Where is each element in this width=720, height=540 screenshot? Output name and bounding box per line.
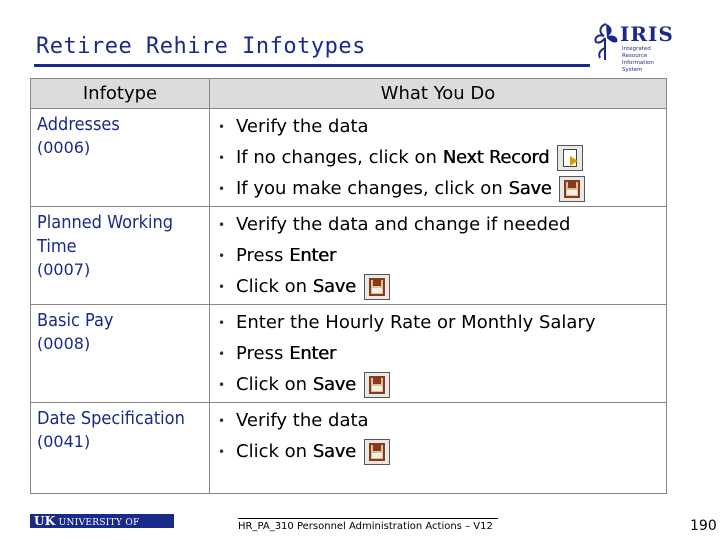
infotype-table [30, 78, 667, 494]
step-text [236, 311, 596, 335]
bullet-icon: • [218, 377, 226, 392]
infotype-cell [31, 109, 210, 207]
bullet-icon: • [218, 248, 226, 263]
step-action-keyword: Save [312, 440, 356, 462]
bullet-icon: • [218, 119, 226, 134]
infotype-name: Basic Pay [37, 310, 114, 331]
title-underline [34, 64, 590, 67]
step-instruction: Press [236, 342, 290, 364]
step-instruction: Press [236, 244, 290, 266]
step-instruction: Click on [236, 275, 313, 297]
save-icon [364, 274, 390, 300]
step-text [236, 177, 551, 201]
bullet-icon: • [218, 181, 226, 196]
iris-flower-icon [592, 20, 622, 66]
step-text [236, 213, 570, 237]
step-action-keyword: Save [312, 275, 356, 297]
step-text [236, 440, 356, 464]
infotype-code: (0008) [37, 334, 91, 353]
infotype-cell [31, 207, 210, 305]
steps-cell [210, 207, 667, 305]
table-row [31, 305, 667, 403]
step-instruction: If no changes, click on [236, 146, 443, 168]
course-footer: HR_PA_310 Personnel Administration Actions – V12 [238, 518, 498, 532]
step-item [218, 271, 660, 302]
table-row [31, 109, 667, 207]
next-record-icon [557, 145, 583, 171]
bullet-icon: • [218, 346, 226, 361]
save-icon [559, 176, 585, 202]
step-action-keyword: Save [508, 177, 552, 199]
step-item [218, 405, 660, 436]
step-item [218, 173, 660, 204]
step-item [218, 142, 660, 173]
table-row [31, 207, 667, 305]
step-instruction: Click on [236, 440, 313, 462]
step-item [218, 111, 660, 142]
infotype-name: Date Specification [37, 408, 185, 429]
bullet-icon: • [218, 279, 226, 294]
iris-logo [592, 20, 674, 73]
bullet-icon: • [218, 413, 226, 428]
page-number: 190 [690, 518, 717, 534]
step-text [236, 115, 369, 139]
infotype-cell [31, 305, 210, 403]
step-action-keyword: Enter [289, 244, 336, 266]
step-instruction: Enter the Hourly Rate or Monthly Salary [236, 311, 596, 333]
step-instruction: Click on [236, 373, 313, 395]
save-icon [364, 372, 390, 398]
steps-cell [210, 403, 667, 494]
bullet-icon: • [218, 315, 226, 330]
step-instruction: Verify the data [236, 115, 369, 137]
uk-initials: UK [34, 514, 56, 528]
infotype-name: Addresses [37, 114, 120, 135]
step-text [236, 244, 336, 268]
infotype-code: (0007) [37, 260, 91, 279]
infotype-code: (0041) [37, 432, 91, 451]
logo-subtitle: Integrated Resource Information System [622, 46, 654, 73]
save-icon [364, 439, 390, 465]
step-item [218, 369, 660, 400]
step-text [236, 146, 549, 170]
university-name: UNIVERSITY OF KENTUCKY [34, 518, 140, 540]
steps-cell [210, 305, 667, 403]
infotype-name: Planned Working Time [37, 212, 174, 257]
column-header-what-you-do: What You Do [210, 79, 667, 109]
steps-cell [210, 109, 667, 207]
step-instruction: Verify the data and change if needed [236, 213, 571, 235]
step-item [218, 307, 660, 338]
bullet-icon: • [218, 150, 226, 165]
table-row [31, 403, 667, 494]
step-action-keyword: Save [312, 373, 356, 395]
infotype-cell [31, 403, 210, 494]
step-text [236, 409, 369, 433]
step-action-keyword: Next Record [442, 146, 550, 168]
university-logo [30, 514, 174, 540]
step-text [236, 373, 356, 397]
step-item [218, 240, 660, 271]
step-instruction: Verify the data [236, 409, 369, 431]
column-header-infotype: Infotype [31, 79, 210, 109]
step-instruction: If you make changes, click on [236, 177, 509, 199]
bullet-icon: • [218, 444, 226, 459]
logo-wordmark: IRIS [620, 22, 674, 46]
infotype-code: (0006) [37, 138, 91, 157]
step-action-keyword: Enter [289, 342, 336, 364]
bullet-icon: • [218, 217, 226, 232]
slide-title: Retiree Rehire Infotypes [36, 34, 366, 59]
step-text [236, 342, 336, 366]
step-item [218, 209, 660, 240]
step-text [236, 275, 356, 299]
step-item [218, 338, 660, 369]
step-item [218, 436, 660, 467]
